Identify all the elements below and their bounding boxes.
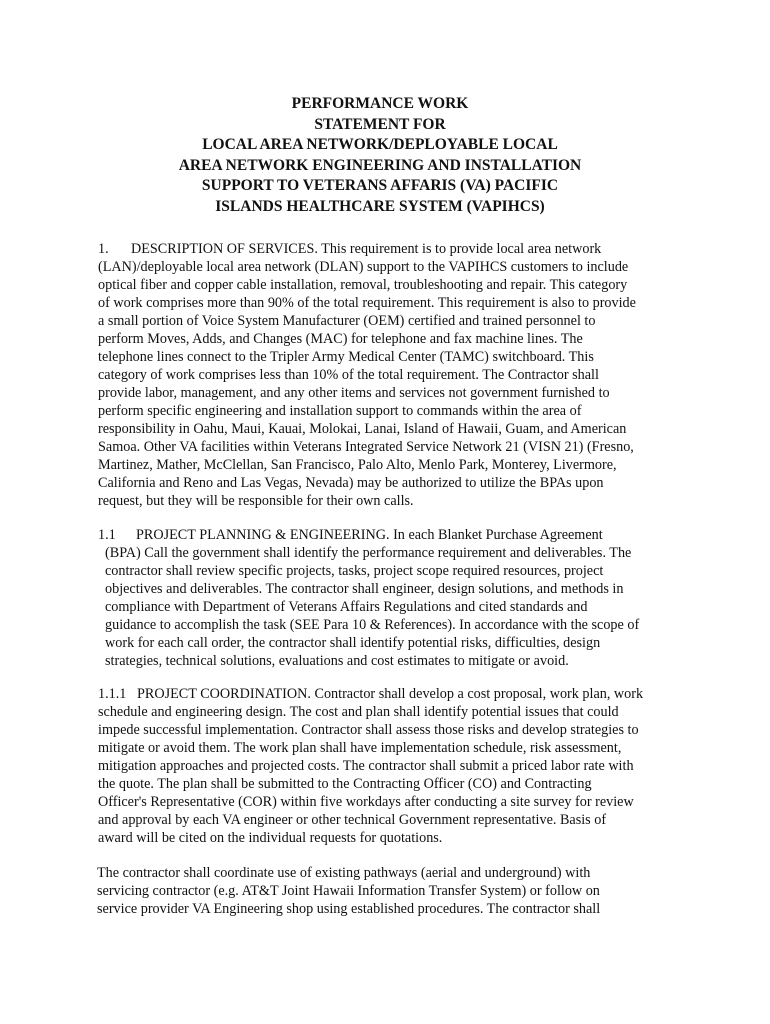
section-number: 1.1.1: [98, 686, 127, 702]
paragraph-line: The contractor shall coordinate use of existing pathways (aerial and underground) with: [97, 865, 591, 881]
section-project-planning-engineering: [98, 526, 639, 670]
paragraph-line: guidance to accomplish the task (SEE Para 10 & References). In accordance with the scope of: [105, 617, 640, 633]
paragraph-line: impede successful implementation. Contractor shall assess those risks and develop strategies to: [98, 722, 639, 738]
paragraph-line: servicing contractor (e.g. AT&T Joint Hawaii Information Transfer System) or follow on: [97, 883, 600, 899]
paragraph-line: the quote. The plan shall be submitted to the Contracting Officer (CO) and Contracting: [98, 776, 592, 792]
paragraph-line: perform Moves, Adds, and Changes (MAC) for telephone and fax machine lines. The: [98, 331, 583, 347]
paragraph-line: mitigation approaches and projected costs. The contractor shall submit a priced labor rate with: [98, 758, 634, 774]
paragraph-line: a small portion of Voice System Manufacturer (OEM) certified and trained personnel to: [98, 313, 596, 329]
paragraph-line: Officer's Representative (COR) within five workdays after conducting a site survey for review: [98, 794, 634, 810]
paragraph-line: provide labor, management, and any other items and services not government furnished to: [98, 385, 610, 401]
paragraph-line: schedule and engineering design. The cost and plan shall identify potential issues that could: [98, 704, 619, 720]
title-line: STATEMENT FOR: [314, 115, 446, 133]
paragraph-line: service provider VA Engineering shop using established procedures. The contractor shall: [97, 901, 601, 917]
section-description-of-services: [98, 240, 636, 510]
section-heading-text: PROJECT PLANNING & ENGINEERING. In each Blanket Purchase Agreement: [136, 527, 603, 543]
paragraph-line: mitigate or avoid them. The work plan shall have implementation schedule, risk assessment,: [98, 740, 622, 756]
paragraph-line: telephone lines connect to the Tripler Army Medical Center (TAMC) switchboard. This: [98, 349, 594, 365]
section-number: 1.1: [98, 527, 116, 543]
section-number: 1.: [98, 241, 109, 257]
paragraph-line: California and Reno and Las Vegas, Nevada) may be authorized to utilize the BPAs upon: [98, 475, 604, 491]
paragraph-line: compliance with Department of Veterans Affairs Regulations and cited standards and: [105, 599, 588, 615]
paragraph-line: award will be cited on the individual requests for quotations.: [98, 830, 443, 846]
document-title: [130, 94, 630, 217]
paragraph-line: request, but they will be responsible for their own calls.: [98, 493, 414, 509]
section-first-line: [98, 685, 643, 703]
paragraph-line: work for each call order, the contractor shall identify potential risks, difficulties, design: [105, 635, 601, 651]
title-line: LOCAL AREA NETWORK/DEPLOYABLE LOCAL: [202, 136, 558, 153]
paragraph-line: responsibility in Oahu, Maui, Kauai, Molokai, Lanai, Island of Hawaii, Guam, and American: [98, 421, 627, 437]
paragraph-line: (BPA) Call the government shall identify the performance requirement and deliverables. The: [105, 545, 632, 561]
title-line: PERFORMANCE WORK: [291, 95, 469, 112]
title-line: ISLANDS HEALTHCARE SYSTEM (VAPIHCS): [215, 197, 545, 215]
paragraph-line: optical fiber and copper cable installation, removal, troubleshooting and repair. This category: [98, 277, 628, 293]
paragraph-line: objectives and deliverables. The contractor shall engineer, design solutions, and methods in: [105, 581, 624, 597]
paragraph-line: perform specific engineering and installation support to commands within the area of: [98, 403, 582, 419]
paragraph-line: of work comprises more than 90% of the total requirement. This requirement is also to provide: [98, 295, 636, 311]
title-line: SUPPORT TO VETERANS AFFARIS (VA) PACIFIC: [201, 177, 559, 194]
paragraph-pathway-coordination: [97, 864, 600, 918]
section-first-line: [98, 240, 636, 258]
section-project-coordination: [98, 685, 643, 847]
paragraph-line: contractor shall review specific projects, tasks, project scope required resources, project: [105, 563, 604, 579]
section-heading-text: PROJECT COORDINATION. Contractor shall develop a cost proposal, work plan, work: [137, 686, 644, 702]
paragraph-line: (LAN)/deployable local area network (DLAN) support to the VAPIHCS customers to include: [98, 259, 629, 275]
section-first-line: [98, 526, 639, 544]
paragraph-line: strategies, technical solutions, evaluations and cost estimates to mitigate or avoid.: [105, 653, 569, 669]
paragraph-line: and approval by each VA engineer or other technical Government representative. Basis of: [98, 812, 607, 828]
section-heading-text: DESCRIPTION OF SERVICES. This requirement is to provide local area network: [131, 241, 602, 257]
paragraph-line: Martinez, Mather, McClellan, San Francisco, Palo Alto, Menlo Park, Monterey, Livermore,: [98, 457, 617, 473]
title-line: AREA NETWORK ENGINEERING AND INSTALLATION: [178, 156, 582, 174]
paragraph-line: Samoa. Other VA facilities within Veterans Integrated Service Network 21 (VISN 21) (Fresno,: [98, 439, 634, 455]
paragraph-line: category of work comprises less than 10% of the total requirement. The Contractor shall: [98, 367, 599, 383]
